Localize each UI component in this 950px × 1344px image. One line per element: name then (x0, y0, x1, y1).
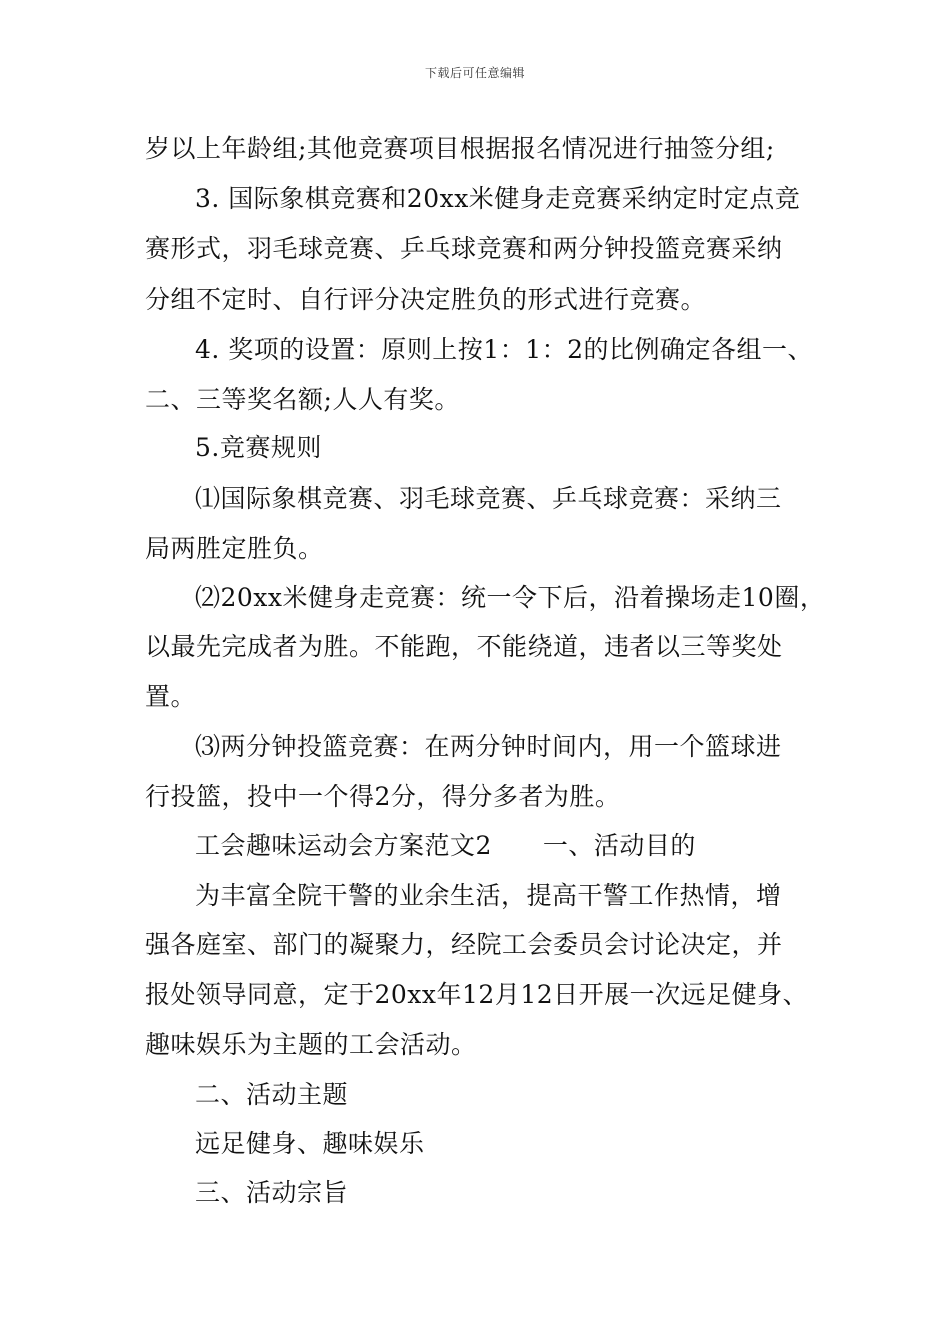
paragraph-line: 行投篮，投中一个得2分，得分多者为胜。 (145, 782, 621, 811)
paragraph-line: 局两胜定胜负。 (145, 534, 324, 563)
paragraph-line: 报处领导同意，定于20xx年12月12日开展一次远足健身、 (145, 980, 809, 1009)
section-heading: 三、活动宗旨 (195, 1178, 349, 1207)
section-heading: 工会趣味运动会方案范文2 一、活动目的 (195, 831, 696, 860)
paragraph-line: 3. 国际象棋竞赛和20xx米健身走竞赛采纳定时定点竞 (195, 184, 801, 213)
paragraph-line: 岁以上年龄组;其他竞赛项目根据报名情况进行抽签分组; (145, 134, 775, 163)
section-heading: 5.竞赛规则 (195, 433, 322, 462)
paragraph-line: 分组不定时、自行评分决定胜负的形式进行竞赛。 (145, 285, 707, 314)
paragraph-line: 置。 (145, 682, 197, 711)
paragraph-line: 远足健身、趣味娱乐 (195, 1129, 425, 1158)
paragraph-line: 以最先完成者为胜。不能跑，不能绕道，违者以三等奖处 (145, 632, 783, 661)
paragraph-line: 4. 奖项的设置：原则上按1：1：2的比例确定各组一、 (195, 335, 814, 364)
section-heading: 二、活动主题 (195, 1080, 349, 1109)
paragraph-line: ⑴国际象棋竞赛、羽毛球竞赛、乒乓球竞赛：采纳三 (195, 484, 782, 513)
paragraph-line: 二、三等奖名额;人人有奖。 (145, 385, 460, 414)
paragraph-line: 赛形式，羽毛球竞赛、乒乓球竞赛和两分钟投篮竞赛采纳 (145, 234, 783, 263)
paragraph-line: 趣味娱乐为主题的工会活动。 (145, 1030, 477, 1059)
page-header: 下载后可任意编辑 (424, 66, 525, 80)
paragraph-line: ⑵20xx米健身走竞赛：统一令下后，沿着操场走10圈， (195, 583, 826, 612)
paragraph-line: 强各庭室、部门的凝聚力，经院工会委员会讨论决定，并 (145, 930, 783, 959)
paragraph-line: ⑶两分钟投篮竞赛：在两分钟时间内，用一个篮球进 (195, 732, 782, 761)
paragraph-line: 为丰富全院干警的业余生活，提高干警工作热情，增 (195, 881, 782, 910)
